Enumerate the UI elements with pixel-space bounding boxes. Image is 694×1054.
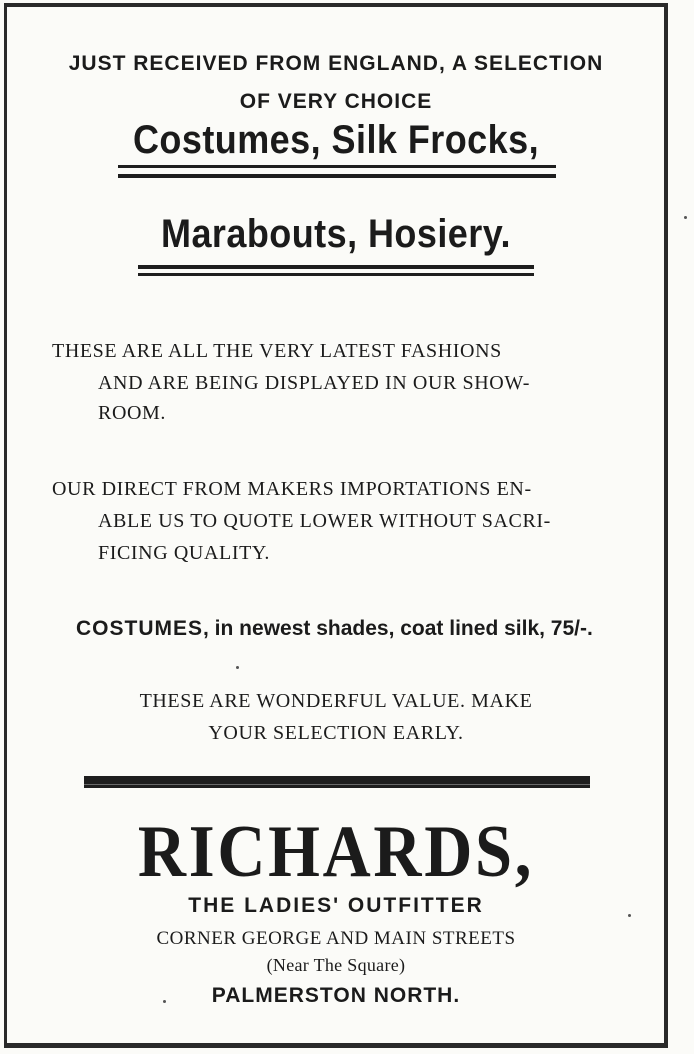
costumes-offer	[76, 616, 593, 641]
paragraph-1-line-3: ROOM.	[98, 402, 167, 424]
border-right	[664, 3, 668, 1048]
costumes-keyword: COSTUMES	[76, 617, 204, 640]
intro-line-1: JUST RECEIVED FROM ENGLAND, A SELECTION	[68, 52, 604, 75]
headline-rule-1b	[118, 174, 556, 178]
address-note: (Near The Square)	[266, 955, 406, 975]
paragraph-1-line-1: THESE ARE ALL THE VERY LATEST FASHIONS	[52, 340, 502, 362]
paragraph-1-line-2: AND ARE BEING DISPLAYED IN OUR SHOW-	[98, 372, 530, 394]
paragraph-2-line-1: OUR DIRECT FROM MAKERS IMPORTATIONS EN-	[52, 478, 532, 500]
border-top	[4, 3, 668, 7]
value-line-1: THESE ARE WONDERFUL VALUE. MAKE	[139, 690, 533, 712]
address-line: CORNER GEORGE AND MAIN STREETS	[156, 928, 516, 949]
intro-line-2: OF VERY CHOICE	[239, 90, 433, 113]
store-tagline: THE LADIES' OUTFITTER	[188, 894, 484, 917]
headline-rule-2b	[138, 273, 534, 276]
border-left	[4, 3, 7, 1048]
divider-rule	[84, 776, 590, 788]
store-name: RICHARDS,	[137, 811, 535, 893]
print-speck	[163, 1000, 166, 1003]
headline-costumes-silk-frocks: Costumes, Silk Frocks,	[132, 118, 540, 162]
costumes-detail: , in newest shades, coat lined silk, 75/-.	[203, 617, 593, 640]
value-line-2: YOUR SELECTION EARLY.	[208, 722, 464, 744]
border-bottom	[4, 1043, 668, 1048]
town-name: PALMERSTON NORTH.	[211, 984, 461, 1007]
paragraph-2-line-3: FICING QUALITY.	[98, 542, 270, 564]
print-speck	[236, 666, 239, 669]
headline-rule-1a	[118, 165, 556, 168]
headline-marabouts-hosiery: Marabouts, Hosiery.	[161, 212, 511, 256]
headline-rule-2a	[138, 265, 534, 269]
print-speck	[684, 216, 687, 219]
print-speck	[628, 914, 631, 917]
paragraph-2-line-2: ABLE US TO QUOTE LOWER WITHOUT SACRI-	[98, 510, 551, 532]
